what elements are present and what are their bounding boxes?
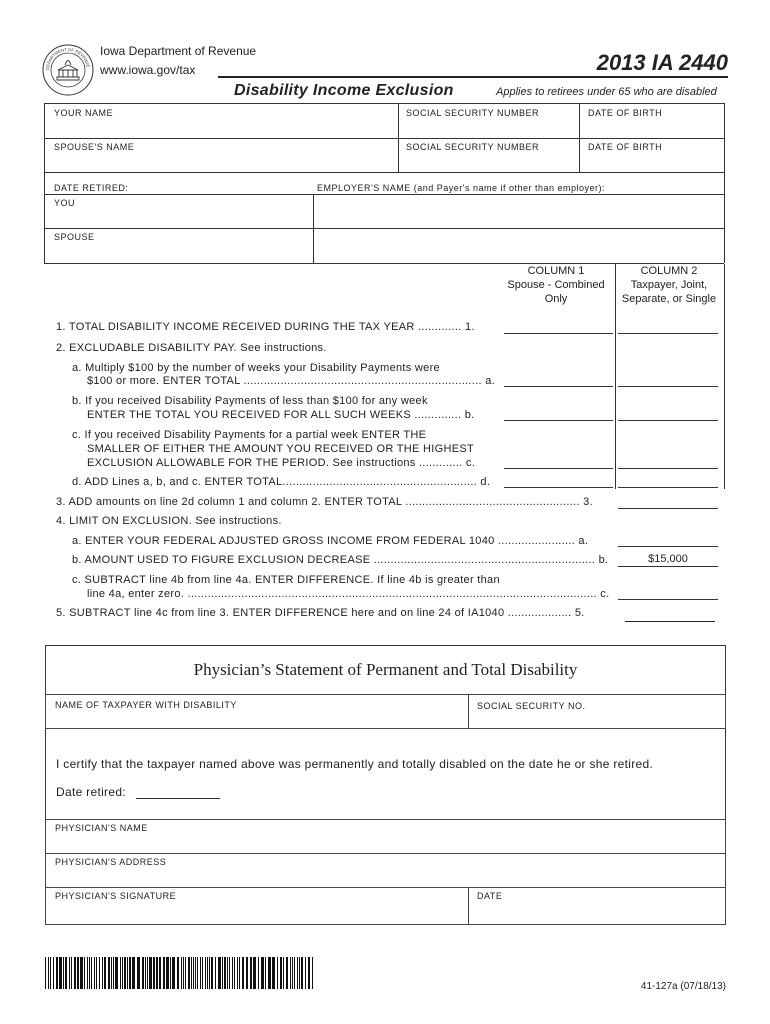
line-3-input[interactable] [618, 508, 718, 509]
line-1-col2-input[interactable] [618, 333, 718, 334]
line-4a-input[interactable] [618, 546, 718, 547]
spouse-dob-field[interactable]: DATE OF BIRTH [588, 142, 663, 152]
barcode-bar [215, 957, 216, 989]
barcode-bar [69, 957, 70, 989]
line-5: 5. SUBTRACT line 4c from line 3. ENTER DIFFERENCE here and on line 24 of IA1040 ................... 5. [56, 607, 585, 619]
barcode-bar [170, 957, 171, 989]
barcode-bar [48, 957, 49, 989]
barcode-bar [56, 957, 58, 989]
barcode-bar [193, 957, 194, 989]
barcode-bar [87, 957, 88, 989]
barcode-bar [94, 957, 95, 989]
barcode-bar [185, 957, 186, 989]
line-2c-col1-input[interactable] [504, 468, 613, 469]
physician-address-field[interactable]: PHYSICIAN'S ADDRESS [45, 853, 726, 888]
barcode-bar [127, 957, 128, 989]
barcode-bar [258, 957, 259, 989]
barcode-bar [80, 957, 83, 989]
barcode-bar [191, 957, 192, 989]
line-3: 3. ADD amounts on line 2d column 1 and column 2. ENTER TOTAL .................................................... 3. [56, 496, 593, 508]
barcode-bar [153, 957, 155, 989]
barcode-bar [159, 957, 161, 989]
barcode-bar [166, 957, 169, 989]
form-title: Disability Income Exclusion [234, 82, 454, 99]
barcode-bar [149, 957, 152, 989]
line-2b-text: b. If you received Disability Payments of less than $100 for any week [72, 395, 428, 407]
barcode-bar [45, 957, 46, 989]
line-4c-text: c. SUBTRACT line 4b from line 4a. ENTER DIFFERENCE. If line 4b is greater than [72, 574, 500, 586]
barcode-bar [294, 957, 295, 989]
line-1: 1. TOTAL DISABILITY INCOME RECEIVED DURING THE TAX YEAR ............. 1. [56, 321, 475, 333]
physician-name-field[interactable]: PHYSICIAN'S NAME [45, 819, 726, 854]
barcode-bar [283, 957, 284, 989]
barcode-bar [65, 957, 67, 989]
barcode-bar [202, 957, 203, 989]
barcode-bar [120, 957, 121, 989]
barcode-bar [124, 957, 126, 989]
line-2d-col1-input[interactable] [504, 487, 613, 488]
line-2a-col1-input[interactable] [504, 386, 613, 387]
barcode-bar [99, 957, 100, 989]
barcode-bar [280, 957, 282, 989]
barcode-bar [234, 957, 235, 989]
line-4c-input[interactable] [618, 599, 718, 600]
barcode-bar [272, 957, 275, 989]
barcode-bar [113, 957, 114, 989]
barcode-bar [237, 957, 238, 989]
date-retired-input[interactable] [136, 798, 220, 799]
spouse-name-field[interactable]: SPOUSE'S NAME [54, 142, 135, 152]
barcode-bar [163, 957, 165, 989]
barcode-bar [195, 957, 196, 989]
taxpayer-ssn-field[interactable]: SOCIAL SECURITY NO. [468, 694, 726, 729]
barcode-bar [224, 957, 226, 989]
barcode-bar [265, 957, 266, 989]
barcode-bar [177, 957, 179, 989]
line-4b-value: $15,000 [648, 553, 688, 565]
date-retired-label-phys: Date retired: [56, 785, 126, 799]
physician-signature-field[interactable]: PHYSICIAN'S SIGNATURE [45, 887, 469, 925]
column-1-header: COLUMN 1 Spouse - Combined Only [507, 265, 605, 305]
state-seal [42, 44, 94, 96]
barcode-bar [305, 957, 306, 989]
barcode-bar [297, 957, 298, 989]
barcode-bar [299, 957, 300, 989]
barcode-bar [229, 957, 230, 989]
you-field[interactable]: YOU [54, 198, 76, 208]
barcode-bar [71, 957, 72, 989]
employer-label: EMPLOYER'S NAME (and Payer's name if other than employer): [317, 183, 606, 193]
ssn-field[interactable]: SOCIAL SECURITY NUMBER [406, 108, 540, 118]
line-2a: $100 or more. ENTER TOTAL ....................................................................... a. [87, 375, 495, 387]
barcode-bar [188, 957, 190, 989]
barcode-bar [261, 957, 264, 989]
line-2b: ENTER THE TOTAL YOU RECEIVED FOR ALL SUCH WEEKS .............. b. [87, 409, 475, 421]
line-2c-text-1: c. If you received Disability Payments for a partial week ENTER THE [72, 429, 427, 441]
column-2-header: COLUMN 2 Taxpayer, Joint, Separate, or Single [621, 265, 717, 305]
barcode-bar [96, 957, 97, 989]
line-2: 2. EXCLUDABLE DISABILITY PAY. See instructions. [56, 342, 327, 354]
your-name-field[interactable]: YOUR NAME [54, 108, 114, 118]
barcode-bar [129, 957, 131, 989]
barcode-bar [205, 957, 206, 989]
dob-field[interactable]: DATE OF BIRTH [588, 108, 663, 118]
barcode-bar [239, 957, 240, 989]
barcode-bar [63, 957, 64, 989]
line-4c: line 4a, enter zero. .......................................................................................................................... c. [87, 588, 610, 600]
barcode-bar [286, 957, 288, 989]
physician-date-field[interactable]: DATE [468, 887, 726, 925]
barcode-bar [115, 957, 118, 989]
barcode-bar [74, 957, 76, 989]
line-2b-col1-input[interactable] [504, 420, 613, 421]
barcode-bar [147, 957, 148, 989]
barcode-bar [218, 957, 221, 989]
agency-website[interactable]: www.iowa.gov/tax [100, 63, 196, 77]
barcode-bar [84, 957, 85, 989]
barcode-bar [308, 957, 310, 989]
line-2d-col2-input[interactable] [618, 487, 718, 488]
barcode-bar [91, 957, 92, 989]
barcode-bar [253, 957, 256, 989]
form-id: 2013 IA 2440 [596, 50, 728, 75]
spouse-ssn-field[interactable]: SOCIAL SECURITY NUMBER [406, 142, 540, 152]
line-2a-text: a. Multiply $100 by the number of weeks your Disability Payments were [72, 362, 440, 374]
form-subtitle: Applies to retirees under 65 who are disabled [496, 86, 717, 98]
line-4b: b. AMOUNT USED TO FIGURE EXCLUSION DECREASE .................................................................. b. [72, 554, 609, 566]
barcode-bar [250, 957, 252, 989]
barcode [45, 957, 315, 989]
barcode-bar [222, 957, 223, 989]
barcode-bar [277, 957, 278, 989]
line-2d: d. ADD Lines a, b, and c. ENTER TOTAL.......................................................... d. [72, 476, 491, 488]
line-2b-col2-input[interactable] [618, 420, 718, 421]
barcode-bar [89, 957, 90, 989]
barcode-bar [156, 957, 158, 989]
seal-text: DEPARTMENT OF REVENUE [44, 46, 91, 71]
barcode-bar [181, 957, 182, 989]
line-4a: a. ENTER YOUR FEDERAL ADJUSTED GROSS INCOME FROM FEDERAL 1040 ....................... a. [72, 535, 589, 547]
date-retired-label: DATE RETIRED: [54, 183, 129, 193]
barcode-bar [53, 957, 54, 989]
barcode-bar [268, 957, 271, 989]
line-2a-col2-input[interactable] [618, 386, 718, 387]
barcode-bar [312, 957, 313, 989]
barcode-bar [183, 957, 184, 989]
grid-top [44, 103, 724, 104]
line-1-col1-input[interactable] [504, 333, 613, 334]
certification-text: I certify that the taxpayer named above was permanently and totally disabled on the date he or she retired. [56, 757, 654, 771]
barcode-bar [137, 957, 140, 989]
barcode-bar [142, 957, 144, 989]
barcode-bar [122, 957, 123, 989]
barcode-bar [172, 957, 175, 989]
barcode-bar [209, 957, 210, 989]
barcode-bar [108, 957, 110, 989]
spouse-field[interactable]: SPOUSE [54, 232, 95, 242]
barcode-bar [292, 957, 293, 989]
line-2c: EXCLUSION ALLOWABLE FOR THE PERIOD. See instructions ............. c. [87, 457, 476, 469]
form-number: 41-127a (07/18/13) [640, 981, 726, 992]
line-2c-col2-input[interactable] [618, 468, 718, 469]
barcode-bar [50, 957, 51, 989]
line-2c-text-2: SMALLER OF EITHER THE AMOUNT YOU RECEIVED OR THE HIGHEST [87, 443, 474, 455]
barcode-bar [145, 957, 146, 989]
barcode-bar [132, 957, 135, 989]
barcode-bar [211, 957, 213, 989]
header-rule [218, 76, 728, 78]
barcode-bar [197, 957, 198, 989]
taxpayer-name-field[interactable]: NAME OF TAXPAYER WITH DISABILITY [45, 694, 469, 729]
barcode-bar [232, 957, 233, 989]
barcode-bar [290, 957, 291, 989]
physician-title: Physician’s Statement of Permanent and Total Disability [193, 660, 578, 679]
barcode-bar [301, 957, 303, 989]
agency-name: Iowa Department of Revenue [100, 44, 257, 58]
barcode-bar [104, 957, 106, 989]
line-4: 4. LIMIT ON EXCLUSION. See instructions. [56, 515, 282, 527]
barcode-bar [77, 957, 79, 989]
barcode-bar [59, 957, 62, 989]
barcode-bar [246, 957, 248, 989]
barcode-bar [242, 957, 244, 989]
barcode-bar [102, 957, 103, 989]
barcode-bar [227, 957, 228, 989]
line-5-input[interactable] [625, 621, 715, 622]
barcode-bar [207, 957, 208, 989]
barcode-bar [200, 957, 201, 989]
barcode-bar [111, 957, 112, 989]
